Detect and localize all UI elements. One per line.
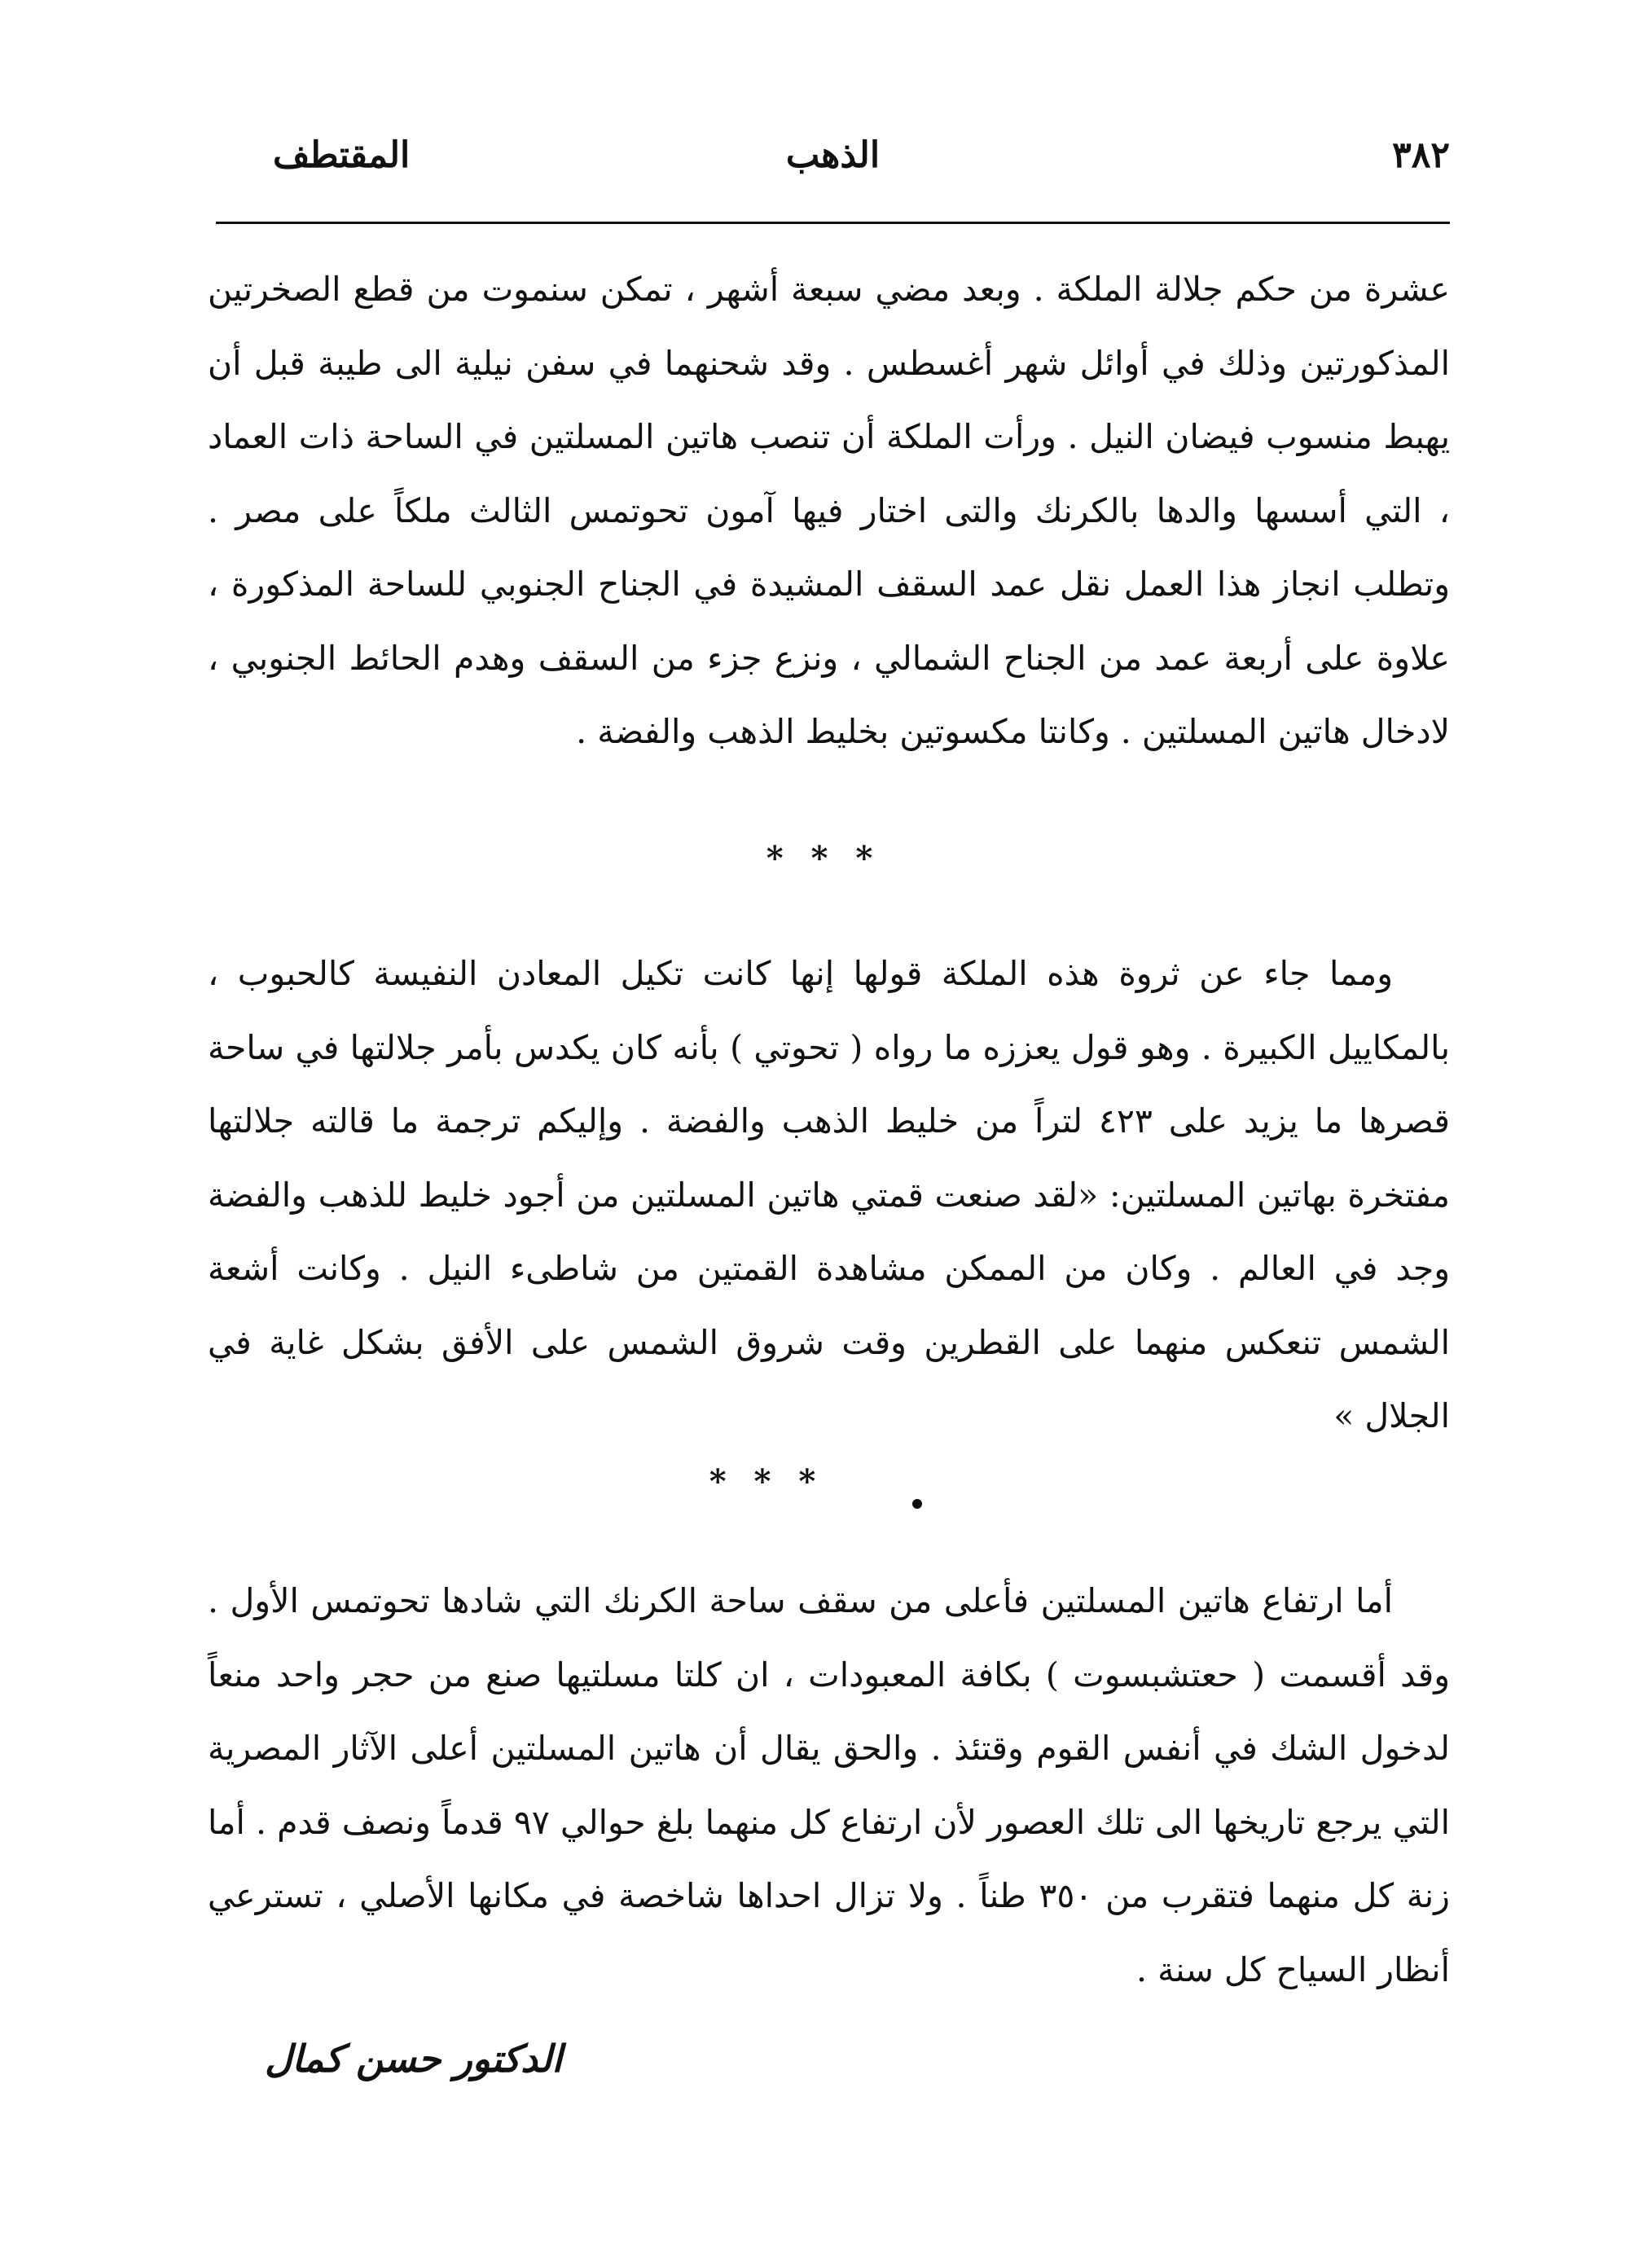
running-head: [216, 134, 1450, 191]
paragraph-obelisks-transport: عشرة من حكم جلالة الملكة . وبعد مضي سبعة أشهر ، تمكن سنموت من قطع الصخرتين المذكورتين وذلك في أوائل شهر أغسطس . وقد شحنهما في سفن نيلية الى طيبة قبل أن يهبط منسوب فيضان النيل . ورأت الملكة أن تنصب هاتين المسلتين في الساحة ذات العماد ، التي أسسها والدها بالكرنك والتى اختار فيها آمون تحوتمس الثالث ملكاً على مصر . وتطلب انجاز هذا العمل نقل عمد السقف المشيدة في الجناح الجنوبي للساحة المذكورة ، علاوة على أربعة عمد من الجناح الشمالي ، ونزع جزء من السقف وهدم الحائط الجنوبي ، لادخال هاتين المسلتين . وكانتا مكسوتين بخليط الذهب والفضة .: [208, 270, 1450, 751]
print-speck: [912, 1499, 922, 1509]
section-separator: * * *: [766, 839, 881, 877]
article-title: الذهب: [785, 134, 881, 176]
page-number: ٣٨٢: [1392, 134, 1450, 176]
journal-name: المقتطف: [273, 134, 411, 176]
header-rule: [216, 222, 1450, 224]
paragraph-queen-wealth: ومما جاء عن ثروة هذه الملكة قولها إنها كانت تكيل المعادن النفيسة كالحبوب ، بالمكاييل الكبيرة . وهو قول يعززه ما رواه ( تحوتي ) بأنه كان يكدس بأمر جلالتها في ساحة قصرها ما يزيد على ٤٢٣ لتراً من خليط الذهب والفضة . وإليكم ترجمة ما قالته جلالتها مفتخرة بهاتين المسلتين: «لقد صنعت قمتي هاتين المسلتين من أجود خليط للذهب والفضة وجد في العالم . وكان من الممكن مشاهدة القمتين من شاطىء النيل . وكانت أشعة الشمس تنعكس منهما على القطرين وقت شروق الشمس على الأفق بشكل غاية في الجلال »: [208, 954, 1450, 1435]
author-signature: الدكتور حسن كمال: [265, 2037, 563, 2081]
section-separator: * * *: [709, 1462, 824, 1501]
paragraph-obelisks-height: أما ارتفاع هاتين المسلتين فأعلى من سقف ساحة الكرنك التي شادها تحوتمس الأول . وقد أقسمت ( حعتشبسوت ) بكافة المعبودات ، ان كلتا مسلتيها صنع من حجر واحد منعاً لدخول الشك في أنفس القوم وقتئذ . والحق يقال أن هاتين المسلتين أعلى الآثار المصرية التي يرجع تاريخها الى تلك العصور لأن ارتفاع كل منهما بلغ حوالي ٩٧ قدماً ونصف قدم . أما زنة كل منهما فتقرب من ٣٥٠ طناً . ولا تزال احداها شاخصة في مكانها الأصلي ، تسترعي أنظار السياح كل سنة .: [208, 1581, 1451, 1989]
